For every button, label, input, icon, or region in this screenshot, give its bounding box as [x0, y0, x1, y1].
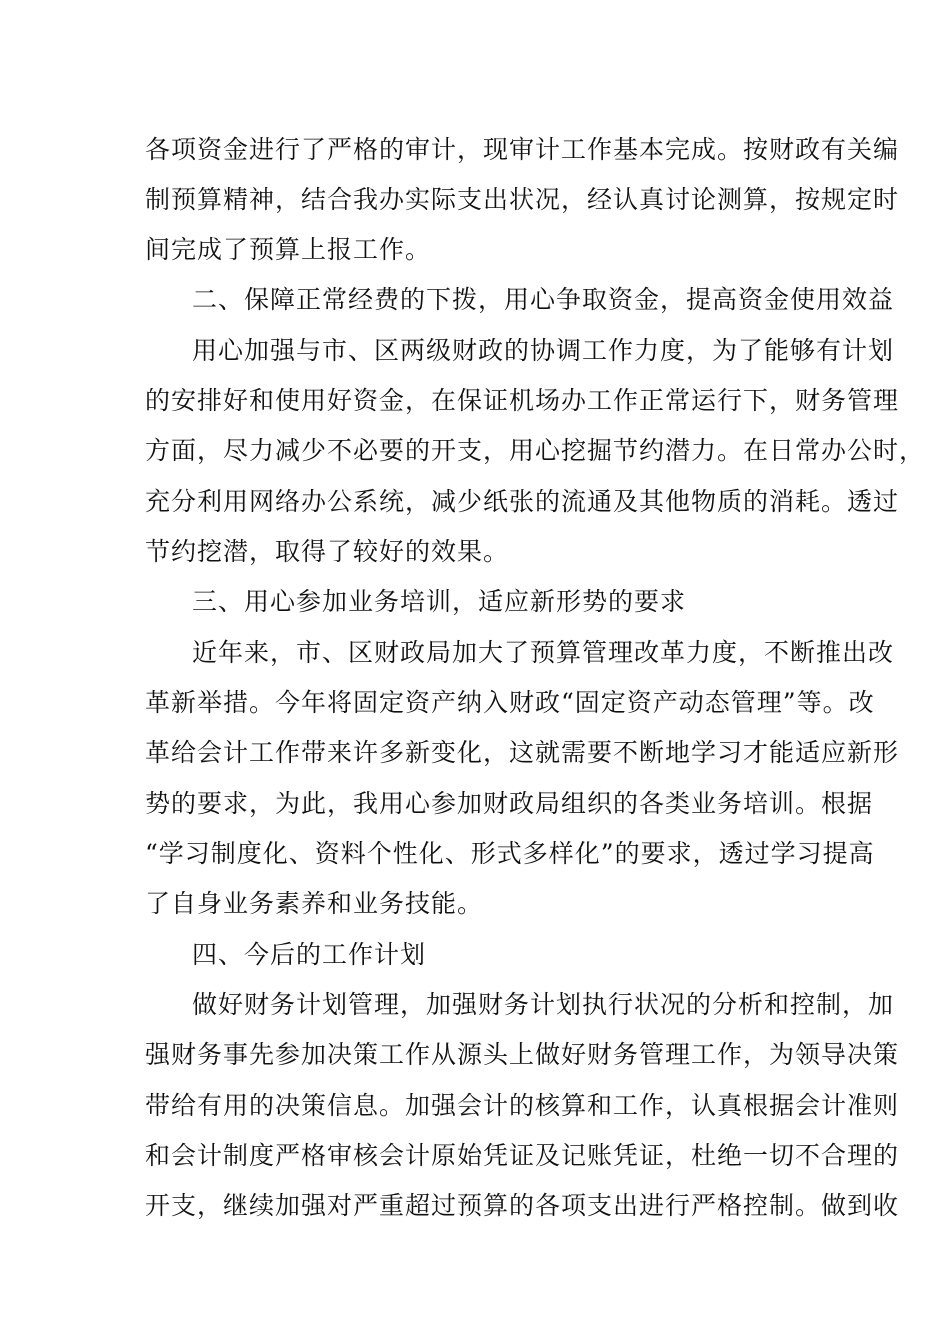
paragraph-line: 强财务事先参加决策工作从源头上做好财务管理工作，为领导决策: [145, 1040, 900, 1069]
paragraph-line: 和会计制度严格审核会计原始凭证及记账凭证，杜绝一切不合理的: [145, 1141, 900, 1170]
paragraph-line: 了自身业务素养和业务技能。: [145, 889, 484, 918]
paragraph-line: 制预算精神，结合我办实际支出状况，经认真讨论测算，按规定时: [145, 185, 900, 214]
paragraph-line: 各项资金进行了严格的审计，现审计工作基本完成。按财政有关编: [145, 135, 900, 164]
paragraph-line: “学习制度化、资料个性化、形式多样化”的要求，透过学习提高: [145, 839, 875, 868]
section-heading: 四、今后的工作计划: [192, 940, 427, 969]
paragraph-line: 方面，尽力减少不必要的开支，用心挖掘节约潜力。在日常办公时，: [145, 436, 926, 465]
paragraph-line: 革新举措。今年将固定资产纳入财政“固定资产动态管理”等。改: [145, 688, 875, 717]
paragraph-line: 用心加强与市、区两级财政的协调工作力度，为了能够有计划: [192, 336, 895, 365]
paragraph-line: 充分利用网络办公系统，减少纸张的流通及其他物质的消耗。透过: [145, 487, 900, 516]
paragraph-line: 带给有用的决策信息。加强会计的核算和工作，认真根据会计准则: [145, 1091, 900, 1120]
section-heading: 二、保障正常经费的下拨，用心争取资金，提高资金使用效益: [192, 285, 895, 314]
section-heading: 三、用心参加业务培训，适应新形势的要求: [192, 587, 687, 616]
paragraph-line: 势的要求，为此，我用心参加财政局组织的各类业务培训。根据: [145, 789, 874, 818]
paragraph-line: 间完成了预算上报工作。: [145, 235, 432, 264]
paragraph-line: 开支，继续加强对严重超过预算的各项支出进行严格控制。做到收: [145, 1191, 900, 1220]
paragraph-line: 节约挖潜，取得了较好的效果。: [145, 537, 510, 566]
paragraph-line: 近年来，市、区财政局加大了预算管理改革力度，不断推出改: [192, 638, 895, 667]
paragraph-line: 的安排好和使用好资金，在保证机场办工作正常运行下，财务管理: [145, 386, 900, 415]
paragraph-line: 做好财务计划管理，加强财务计划执行状况的分析和控制，加: [192, 990, 895, 1019]
paragraph-line: 革给会计工作带来许多新变化，这就需要不断地学习才能适应新形: [145, 738, 900, 767]
